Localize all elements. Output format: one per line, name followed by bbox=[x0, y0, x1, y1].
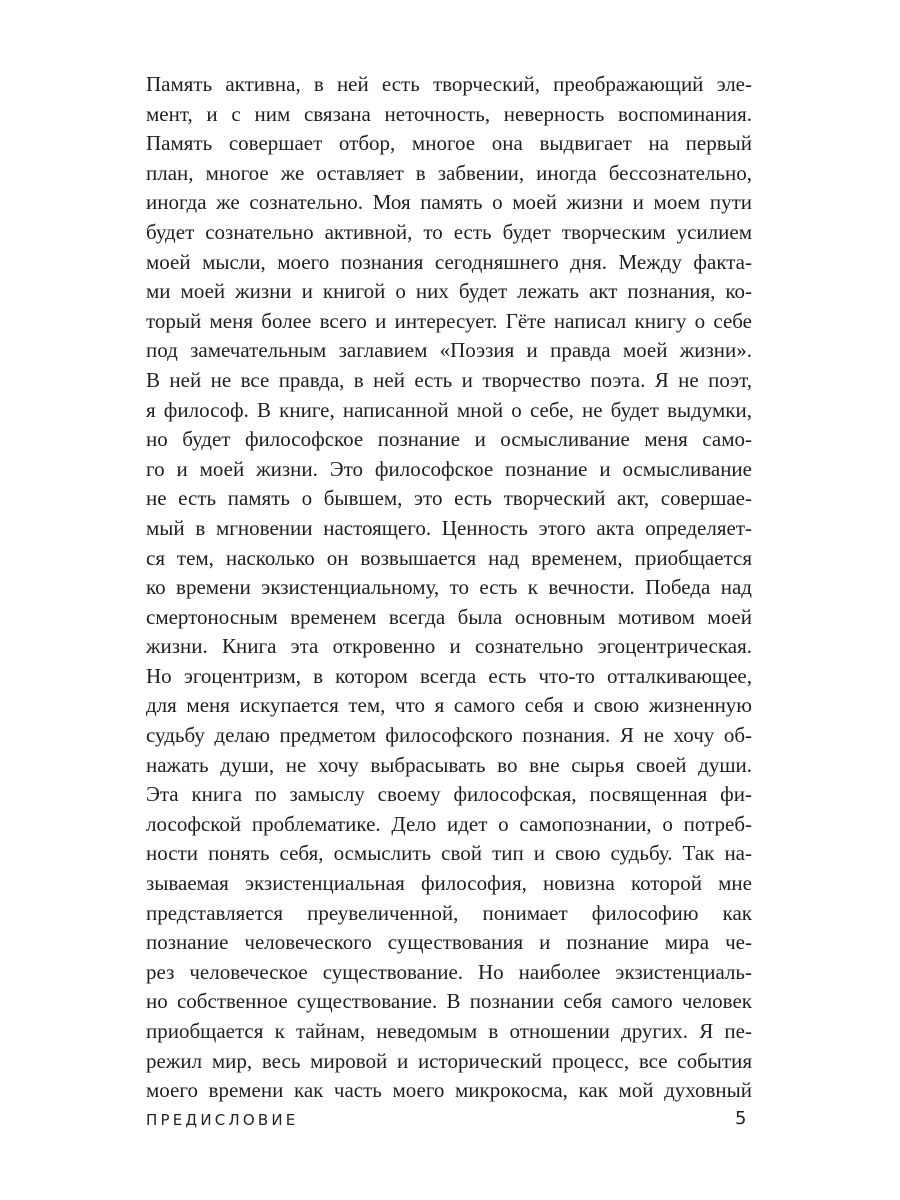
text-line: моей мысли, моего познания сегодняшнего дня. Между факта- bbox=[146, 249, 752, 274]
page-number: 5 bbox=[735, 1108, 747, 1129]
text-line: В ней не все правда, в ней есть и творчество поэта. Я не поэт, bbox=[146, 367, 752, 392]
text-line: план, многое же оставляет в забвении, иногда бессознательно, bbox=[146, 160, 752, 185]
text-line: Но эгоцентризм, в котором всегда есть что-то отталкивающее, bbox=[146, 663, 752, 688]
text-line: познание человеческого существования и познание мира че- bbox=[146, 930, 752, 955]
text-line: нажать души, не хочу выбрасывать во вне сырья своей души. bbox=[146, 752, 752, 777]
text-line: режил мир, весь мировой и исторический процесс, все события bbox=[146, 1048, 752, 1073]
text-line: моего времени как часть моего микрокосма, как мой духовный bbox=[146, 1078, 752, 1103]
text-line: жизни. Книга эта откровенно и сознательно эгоцентрическая. bbox=[146, 634, 752, 659]
text-line: Память активна, в ней есть творческий, преображающий эле- bbox=[146, 72, 752, 96]
text-line: Память совершает отбор, многое она выдвигает на первый bbox=[146, 131, 752, 156]
text-line: ности понять себя, осмыслить свой тип и свою судьбу. Так на- bbox=[146, 841, 752, 866]
text-line: рез человеческое существование. Но наиболее экзистенциаль- bbox=[146, 959, 752, 984]
text-line: Эта книга по замыслу своему философская, посвященная фи- bbox=[146, 782, 752, 807]
text-line: не есть память о бывшем, это есть творческий акт, совершае- bbox=[146, 486, 752, 511]
text-line: для меня искупается тем, что я самого себя и свою жизненную bbox=[146, 693, 752, 718]
text-line: смертоносным временем всегда была основным мотивом моей bbox=[146, 604, 752, 629]
text-line: ся тем, насколько он возвышается над временем, приобщается bbox=[146, 545, 752, 570]
text-line: го и моей жизни. Это философское познание и осмысливание bbox=[146, 456, 752, 481]
text-line: иногда же сознательно. Моя память о моей жизни и моем пути bbox=[146, 190, 752, 215]
text-line: но собственное существование. В познании себя самого человек bbox=[146, 989, 752, 1014]
text-line: я философ. В книге, написанной мной о себе, не будет выдумки, bbox=[146, 397, 752, 422]
text-line: мент, и с ним связана неточность, неверность воспоминания. bbox=[146, 101, 752, 126]
text-line: мый в мгновении настоящего. Ценность этого акта определяет- bbox=[146, 515, 752, 540]
text-line: ми моей жизни и книгой о них будет лежать акт познания, ко- bbox=[146, 279, 752, 304]
text-line: будет сознательно активной, то есть будет творческим усилием bbox=[146, 219, 752, 244]
body-text bbox=[146, 70, 752, 1106]
text-line: представляется преувеличенной, понимает философию как bbox=[146, 900, 752, 925]
text-line: судьбу делаю предметом философского познания. Я не хочу об- bbox=[146, 723, 752, 748]
text-line: ко времени экзистенциальному, то есть к вечности. Победа над bbox=[146, 575, 752, 600]
text-line: под замечательным заглавием «Поэзия и правда моей жизни». bbox=[146, 338, 752, 363]
text-line: приобщается к тайнам, неведомым в отношении других. Я пе- bbox=[146, 1019, 752, 1043]
text-line: зываемая экзистенциальная философия, новизна которой мне bbox=[146, 871, 752, 896]
running-footer-section-title: ПРЕДИСЛОВИЕ bbox=[146, 1111, 299, 1129]
text-line: но будет философское познание и осмысливание меня само- bbox=[146, 427, 752, 452]
text-line: торый меня более всего и интересует. Гёте написал книгу о себе bbox=[146, 308, 752, 333]
text-line: лософской проблематике. Дело идет о самопознании, о потреб- bbox=[146, 811, 752, 836]
